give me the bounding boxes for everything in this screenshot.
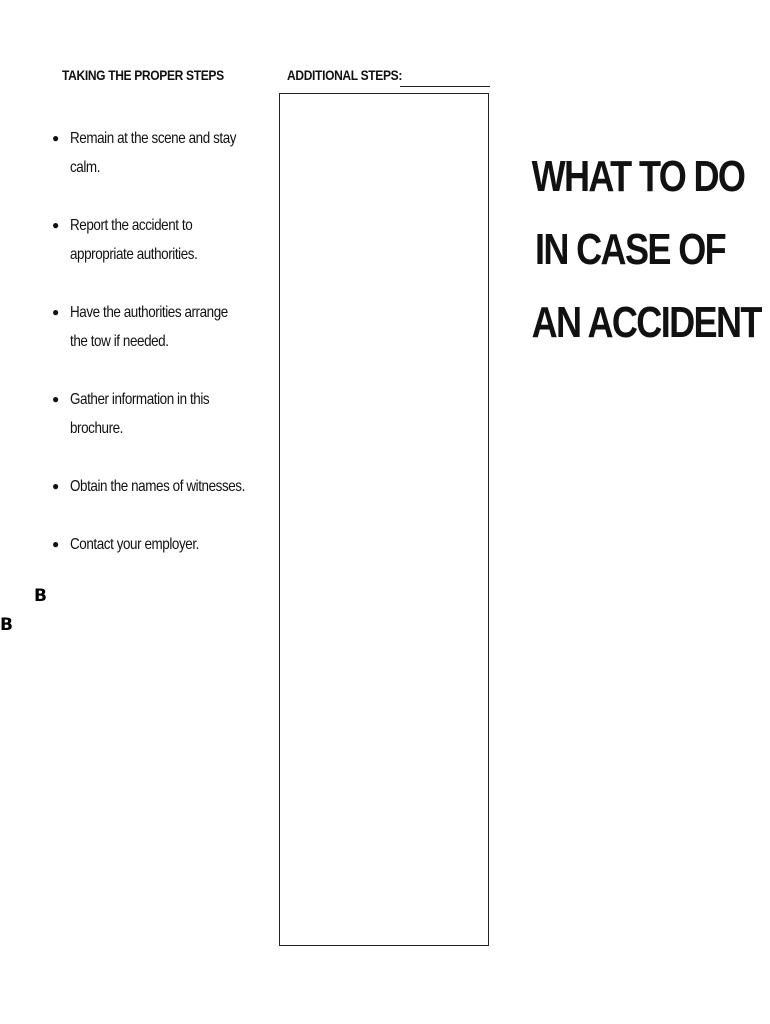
steps-list <box>52 124 262 559</box>
bullet-icon: ● <box>52 305 59 319</box>
bullet-icon: ● <box>52 537 59 551</box>
list-item <box>52 298 262 356</box>
step-text: Report the accident to appropriate authorities. <box>70 217 198 263</box>
list-item <box>52 211 262 269</box>
bullet-icon: ● <box>52 218 59 232</box>
stray-mark: B <box>0 615 13 635</box>
stray-mark: B <box>34 586 47 606</box>
list-item <box>52 124 262 182</box>
cover-title <box>510 140 761 359</box>
step-text: Obtain the names of witnesses. <box>70 478 245 495</box>
cover-title-line: WHAT TO DO <box>531 152 745 201</box>
additional-steps-heading: ADDITIONAL STEPS: <box>287 67 403 83</box>
list-item <box>52 385 262 443</box>
bullet-icon: ● <box>52 392 59 406</box>
step-text: Have the authorities arrange the tow if needed. <box>70 304 228 350</box>
additional-steps-box <box>279 93 489 946</box>
cover-title-line: IN CASE OF <box>534 225 726 274</box>
step-text: Contact your employer. <box>70 536 199 553</box>
cover-title-line: AN ACCIDENT <box>531 298 761 347</box>
step-text: Remain at the scene and stay calm. <box>70 130 237 176</box>
left-panel <box>0 0 270 1024</box>
step-text: Gather information in this brochure. <box>70 391 210 437</box>
fill-in-blank-line <box>400 86 490 87</box>
list-item <box>52 472 262 501</box>
bullet-icon: ● <box>52 131 59 145</box>
steps-heading: TAKING THE PROPER STEPS <box>62 67 224 83</box>
bullet-icon: ● <box>52 479 59 493</box>
list-item <box>52 530 262 559</box>
